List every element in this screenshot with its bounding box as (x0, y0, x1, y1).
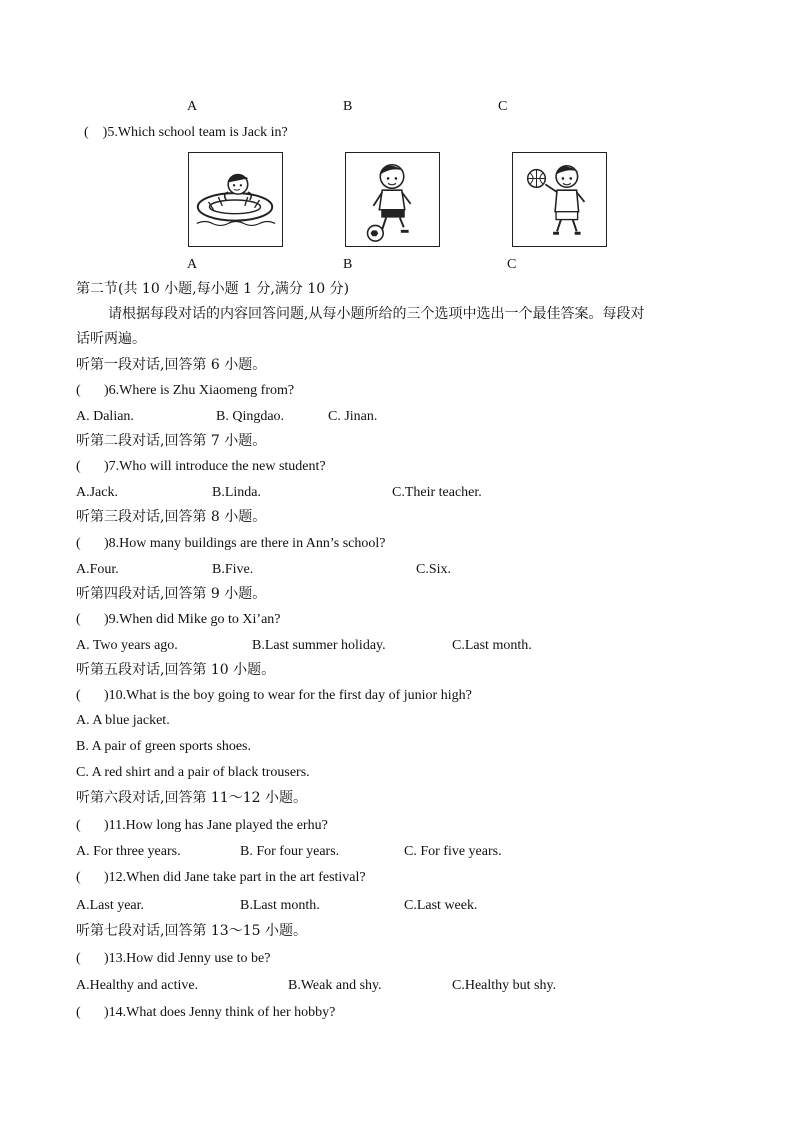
question (76, 817, 328, 835)
question (76, 458, 326, 476)
option-b[interactable]: B.Weak and shy. (288, 978, 382, 993)
option-line[interactable]: C. A red shirt and a pair of black trousers. (76, 765, 310, 780)
q4-option-b-label: B (343, 99, 353, 114)
question (76, 611, 281, 629)
option-b[interactable]: B. For four years. (240, 844, 340, 859)
q4-option-a-label: A (187, 99, 198, 114)
question-text: )6.Where is Zhu Xiaomeng from? (104, 383, 295, 398)
question (76, 382, 294, 400)
section-title: 第二节(共 10 小题,每小题 1 分,满分 10 分) (76, 281, 350, 297)
answer-bracket[interactable]: ( (76, 1005, 81, 1020)
question-text: )13.How did Jenny use to be? (104, 951, 271, 966)
question (76, 535, 386, 553)
answer-bracket[interactable]: ( (76, 951, 81, 966)
dialogue-heading: 听第一段对话,回答第 6 小题。 (76, 357, 267, 373)
option-c[interactable]: C. For five years. (404, 844, 502, 859)
option-a[interactable]: A.Healthy and active. (76, 978, 199, 993)
answer-bracket[interactable]: ( (76, 612, 81, 627)
option-a[interactable]: A.Jack. (76, 485, 118, 500)
dialogue-heading: 听第五段对话,回答第 10 小题。 (76, 662, 276, 678)
q5-option-b-label: B (343, 257, 353, 272)
q5-option-b-image[interactable] (345, 152, 440, 247)
section-instruction-line1: 请根据每段对话的内容回答问题,从每小题所给的三个选项中选出一个最佳答案。每段对 (108, 306, 645, 322)
option-c[interactable]: C.Last month. (452, 638, 532, 653)
answer-bracket[interactable]: ( (76, 536, 81, 551)
option-b[interactable]: B.Linda. (212, 485, 261, 500)
option-b[interactable]: B.Last summer holiday. (252, 638, 386, 653)
soccer-icon (346, 153, 439, 246)
q5-bracket-text: ( ) (84, 125, 108, 140)
dialogue-heading: 听第六段对话,回答第 11～12 小题。 (76, 790, 307, 806)
q5-bracket[interactable] (84, 124, 288, 142)
option-b[interactable]: B.Five. (212, 562, 254, 577)
option-b[interactable]: B. Qingdao. (216, 409, 285, 424)
option-c[interactable]: C.Their teacher. (392, 485, 482, 500)
q4-option-c-label: C (498, 99, 508, 114)
question (76, 1004, 335, 1022)
dialogue-heading: 听第四段对话,回答第 9 小题。 (76, 586, 267, 602)
option-a[interactable]: A.Four. (76, 562, 119, 577)
dialogue-heading: 听第三段对话,回答第 8 小题。 (76, 509, 267, 525)
option-a[interactable]: A.Last year. (76, 898, 145, 913)
question (76, 687, 472, 705)
question-text: )10.What is the boy going to wear for the first day of junior high? (104, 688, 472, 703)
answer-bracket[interactable]: ( (76, 459, 81, 474)
question-text: )7.Who will introduce the new student? (104, 459, 326, 474)
answer-bracket[interactable]: ( (76, 870, 81, 885)
option-c[interactable]: C.Last week. (404, 898, 478, 913)
question-text: )9.When did Mike go to Xi’an? (104, 612, 281, 627)
question (76, 869, 366, 887)
q5-option-a-label: A (187, 257, 198, 272)
question-text: )8.How many buildings are there in Ann’s school? (104, 536, 386, 551)
option-a[interactable]: A. Dalian. (76, 409, 134, 424)
q5-option-a-image[interactable] (188, 152, 283, 247)
dialogue-heading: 听第七段对话,回答第 13～15 小题。 (76, 923, 307, 939)
q5-question-text: 5.Which school team is Jack in? (107, 125, 288, 140)
question (76, 950, 270, 968)
question-text: )14.What does Jenny think of her hobby? (104, 1005, 336, 1020)
q5-option-c-label: C (507, 257, 517, 272)
answer-bracket[interactable]: ( (76, 688, 81, 703)
option-c[interactable]: C.Healthy but shy. (452, 978, 557, 993)
option-a[interactable]: A. Two years ago. (76, 638, 178, 653)
q5-option-c-image[interactable] (512, 152, 607, 247)
option-line[interactable]: A. A blue jacket. (76, 713, 170, 728)
section-instruction-line2: 话听两遍。 (76, 331, 146, 347)
question-text: )12.When did Jane take part in the art festival? (104, 870, 366, 885)
option-b[interactable]: B.Last month. (240, 898, 320, 913)
option-c[interactable]: C.Six. (416, 562, 452, 577)
question-text: )11.How long has Jane played the erhu? (104, 818, 328, 833)
dialogue-heading: 听第二段对话,回答第 7 小题。 (76, 433, 267, 449)
basketball-icon (513, 153, 606, 246)
option-line[interactable]: B. A pair of green sports shoes. (76, 739, 251, 754)
answer-bracket[interactable]: ( (76, 818, 81, 833)
swimming-icon (189, 153, 282, 246)
option-a[interactable]: A. For three years. (76, 844, 181, 859)
answer-bracket[interactable]: ( (76, 383, 81, 398)
option-c[interactable]: C. Jinan. (328, 409, 378, 424)
